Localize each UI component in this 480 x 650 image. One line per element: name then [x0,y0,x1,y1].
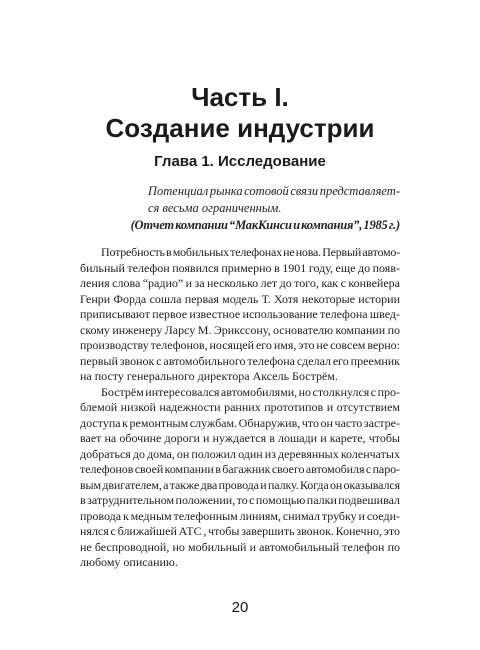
epigraph-line: Потенциал рынка сотовой связи представляет- [148,184,400,198]
body-line: первый звонок с автомобильного телефона сделал его преемник [80,353,400,368]
body-line: Потребность в мобильных телефонах не нова. Первый автомо- [101,245,400,259]
body-line: приписывают первое известное использование телефона швед- [80,307,400,321]
body-line: добраться до дома, он положил один из деревянных коленчатых [80,446,400,461]
section-title: Создание индустрии [105,113,375,143]
body-line: телефонов своей компании в багажник своего автомобиля с паро- [80,462,400,476]
body-line: вает на обочине дороги и нуждается в лошади и карете, чтобы [80,431,400,445]
body-line: вым двигателем, а также два провода и палку. Когда он оказывался [80,477,400,492]
body-line: производству телефонов, носящей его имя, это не совсем верно: [80,338,400,352]
body-line: любому описанию. [80,555,178,569]
chapter-title: Глава 1. Исследование [154,153,326,170]
body-line: ления слова “радио” и за несколько лет до того, как с конвейера [80,276,400,290]
page-number: 20 [231,599,249,616]
body-line: доступа к ремонтным службам. Обнаружив, что он часто застре- [80,415,400,430]
part-title: Часть I. [191,82,289,112]
body-line: блемой низкой надежности ранних прототипов и отсутствием [80,400,400,414]
body-line: Генри Форда сошла первая модель Т. Хотя некоторые истории [80,291,400,306]
body-line: бильный телефон появился примерно в 1901 году, еще до появ- [80,260,400,275]
paragraph [80,385,400,571]
body-line: не беспроводной, но мобильный и автомобильный телефон по [80,539,400,554]
body-text [80,245,400,571]
epigraph-line: ся весьма ограниченным. [148,201,282,215]
epigraph-source: (Отчет компании “МакКинси и компания”, 1985 г.) [130,218,400,232]
paragraph [80,245,400,385]
body-line: на посту генерального директора Аксель Бострём. [80,369,338,383]
body-line: скому инженеру Ларсу М. Эрикссону, основателю компании по [80,322,400,337]
body-line: провода к медным телефонным линиям, снимал трубку и соеди- [80,508,400,523]
part-heading [0,82,480,144]
body-line: нялся с ближайшей АТС , чтобы завершить звонок. Конечно, это [80,524,400,538]
epigraph [130,183,400,234]
body-line: в затруднительном положении, то с помощью палки подвешивал [80,493,400,507]
body-line: Бострём интересовался автомобилями, но столкнулся с про- [101,384,400,399]
